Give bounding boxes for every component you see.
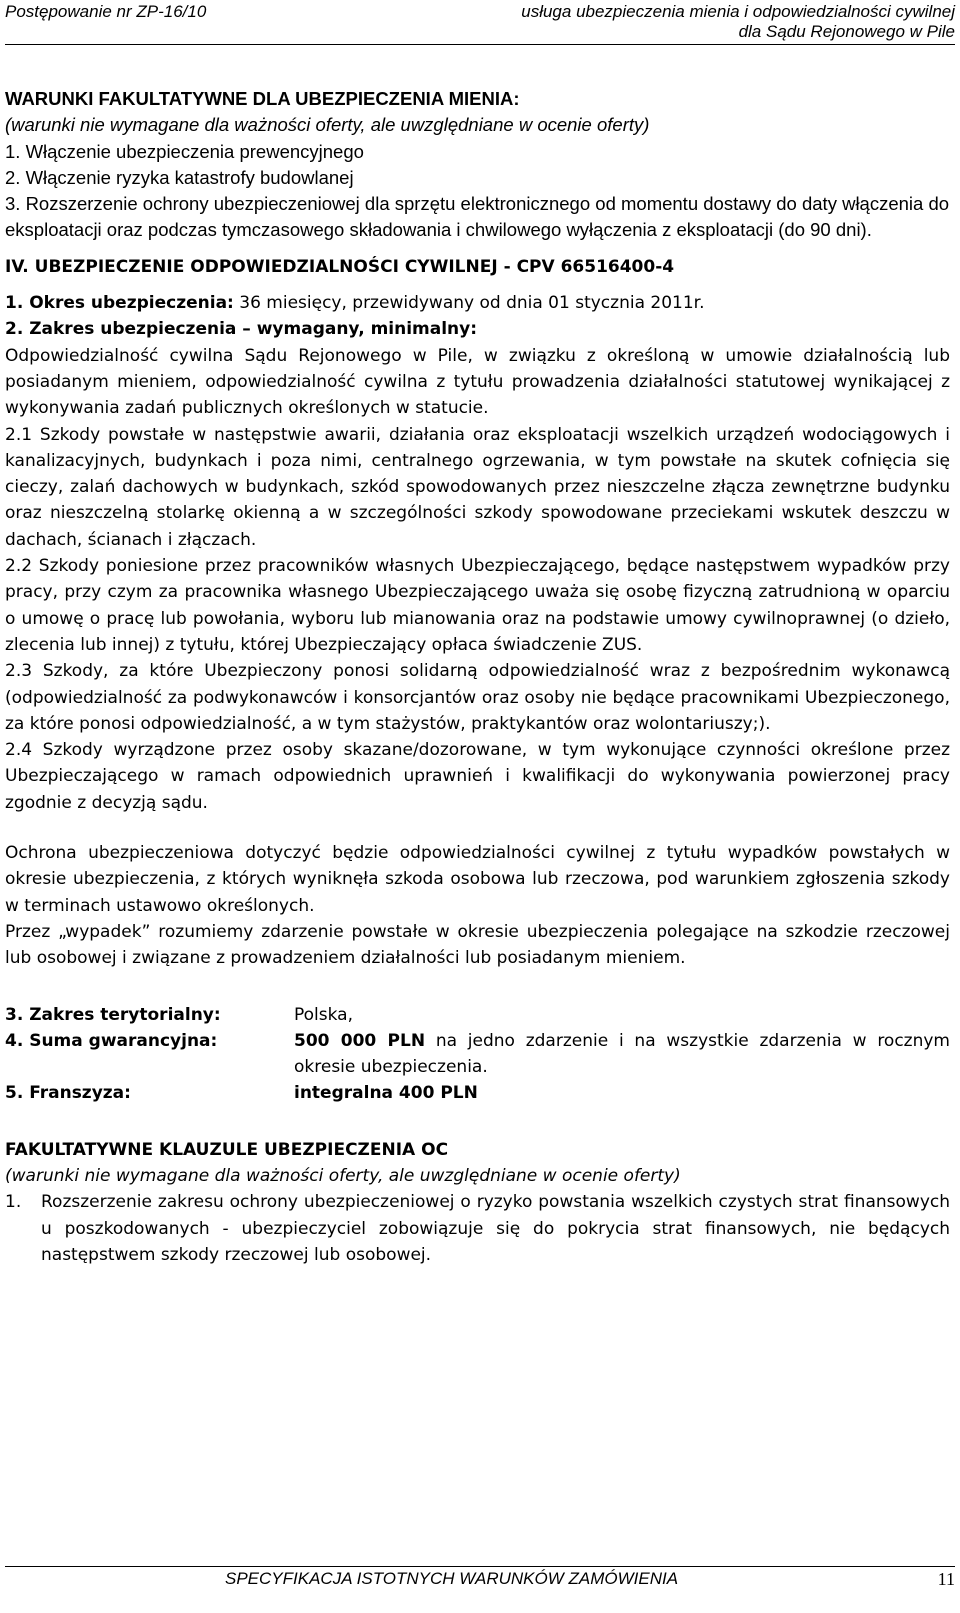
clause-2-1: 2.1 Szkody powstałe w następstwie awarii, działania oraz eksploatacji wszelkich urządzeń wodociągowych i kanalizacyjnych, budynkach i poza nimi, centralnego ogrzewania, w tym powstałe na skutek cofnięcia się cieczy, zalań dachowych w budynkach, szkód spowodowanych przez nieszczelne złącza zewnętrzne budynku oraz nieszczelną stolarkę okienną a w szczególności szkody spowodowane przeciekami wskutek deszczu w dachach, ścianach i złączach. — [5, 424, 950, 550]
page-number: 11 — [937, 1569, 955, 1589]
list-item: 2. Włączenie ryzyka katastrofy budowlanej — [5, 166, 354, 188]
list-item — [5, 1189, 950, 1268]
header-subject-line2: dla Sądu Rejonowego w Pile — [738, 22, 955, 41]
clause-2-2: 2.2 Szkody poniesione przez pracowników własnych Ubezpieczającego, będące następstwem wypadków przy pracy, przy czym za pracownika własnego Ubezpieczającego uważa się osobę fizyczną zatrudnioną w oparciu o umowę o pracę lub powołania, wyboru lub mianowania oraz na podstawie umowy cywilnoprawnej (o dzieło, zlecenia lub innej) z tytułu, której Ubezpieczający opłaca świadczenie ZUS. — [5, 556, 950, 655]
section-liability — [5, 254, 950, 1268]
coverage-paragraph: Ochrona ubezpieczeniowa dotyczyć będzie odpowiedzialności cywilnej z tytułu wypadków powstałych w okresie ubezpieczenia, z których wyniknęła szkoda osobowa lub rzeczowa, pod warunkiem zgłoszenia szkody w terminach ustawowo określonych. — [5, 843, 950, 916]
sum-insured — [5, 1028, 950, 1081]
page-footer — [5, 1566, 955, 1597]
header-divider — [5, 44, 955, 45]
footer-title: SPECYFIKACJA ISTOTNYCH WARUNKÓW ZAMÓWIENIA — [225, 1569, 679, 1588]
territorial-scope-label: 3. Zakres terytorialny: — [5, 1004, 221, 1025]
section-note: (warunki nie wymagane dla ważności oferty, ale uwzględniane w ocenie oferty) — [5, 114, 650, 136]
insurance-period-label: 1. Okres ubezpieczenia: — [5, 293, 234, 314]
territorial-scope — [5, 1002, 950, 1028]
deductible — [5, 1080, 950, 1106]
list-item-number: 1. — [5, 1192, 22, 1213]
list-item: 1. Włączenie ubezpieczenia prewencyjnego — [5, 140, 364, 162]
header-case-number: Postępowanie nr ZP-16/10 — [5, 2, 207, 21]
insurance-period-value: 36 miesięcy, przewidywany od dnia 01 stycznia 2011r. — [233, 293, 705, 314]
clause-2-3: 2.3 Szkody, za które Ubezpieczony ponosi solidarną odpowiedzialność wraz z bezpośrednim wykonawcą (odpowiedzialność za podwykonawców i konsorcjantów oraz osoby nie będące pracownikami Ubezpieczonego, za które ponosi odpowiedzialność, a w tym stażystów, praktykantów oraz wolontariuszy;). — [5, 661, 950, 734]
list-item-text: Rozszerzenie zakresu ochrony ubezpieczeniowej o ryzyko powstania wszelkich czystych strat finansowych u poszkodowanych - ubezpieczyciel zobowiązuje się do pokrycia strat finansowych, nie będących następstwem szkody rzeczowej lub osobowej. — [41, 1192, 950, 1265]
section-heading: IV. UBEZPIECZENIE ODPOWIEDZIALNOŚCI CYWILNEJ - CPV 66516400-4 — [5, 256, 675, 277]
header-subject — [521, 2, 955, 42]
scope-text: Odpowiedzialność cywilna Sądu Rejonowego w Pile, w związku z określoną w umowie działalnością lub posiadanym mieniem, odpowiedzialność cywilna z tytułu prowadzenia działalności statutowej wynikającej z wykonywania zadań publicznych określonych w statucie. — [5, 345, 950, 419]
section-property-optional — [5, 86, 950, 244]
document-body — [5, 86, 950, 1268]
deductible-value: integralna 400 PLN — [294, 1083, 478, 1104]
insurance-period — [5, 290, 950, 316]
sum-insured-value — [294, 1028, 950, 1081]
section-title: WARUNKI FAKULTATYWNE DLA UBEZPIECZENIA MIENIA: — [5, 88, 520, 109]
accident-definition: Przez „wypadek” rozumiemy zdarzenie powstałe w okresie ubezpieczenia polegające na szkodzie rzeczowej lub osobowej i związane z prowadzeniem działalności lub posiadanym mieniem. — [5, 921, 950, 969]
clause-2-4: 2.4 Szkody wyrządzone przez osoby skazane/dozorowane, w tym wykonujące czynności określone przez Ubezpieczającego w ramach odpowiednich uprawnień i kwalifikacji do wykonywania powierzonej pracy zgodnie z decyzją sądu. — [5, 740, 950, 813]
scope-label: 2. Zakres ubezpieczenia – wymagany, minimalny: — [5, 319, 478, 340]
sum-insured-amount: 500 000 PLN — [294, 1030, 426, 1051]
deductible-label: 5. Franszyza: — [5, 1083, 131, 1104]
sum-insured-description: na jedno zdarzenie i na wszystkie zdarzenia w rocznym okresie ubezpieczenia. — [294, 1030, 950, 1078]
section-title: FAKULTATYWNE KLAUZULE UBEZPIECZENIA OC — [5, 1139, 449, 1160]
section-note: (warunki nie wymagane dla ważności oferty, ale uwzględniane w ocenie oferty) — [5, 1165, 681, 1186]
list-item: 3. Rozszerzenie ochrony ubezpieczeniowej dla sprzętu elektronicznego od momentu dostawy do daty włączenia do eksploatacji oraz podczas tymczasowego składowania i chwilowego wyłączenia z eksploatacji (do 90 dni). — [5, 193, 950, 241]
header-subject-line1: usługa ubezpieczenia mienia i odpowiedzialności cywilnej — [521, 2, 955, 21]
sum-insured-label: 4. Suma gwarancyjna: — [5, 1030, 218, 1051]
page-header — [5, 2, 955, 42]
territorial-scope-value: Polska, — [294, 1004, 353, 1025]
